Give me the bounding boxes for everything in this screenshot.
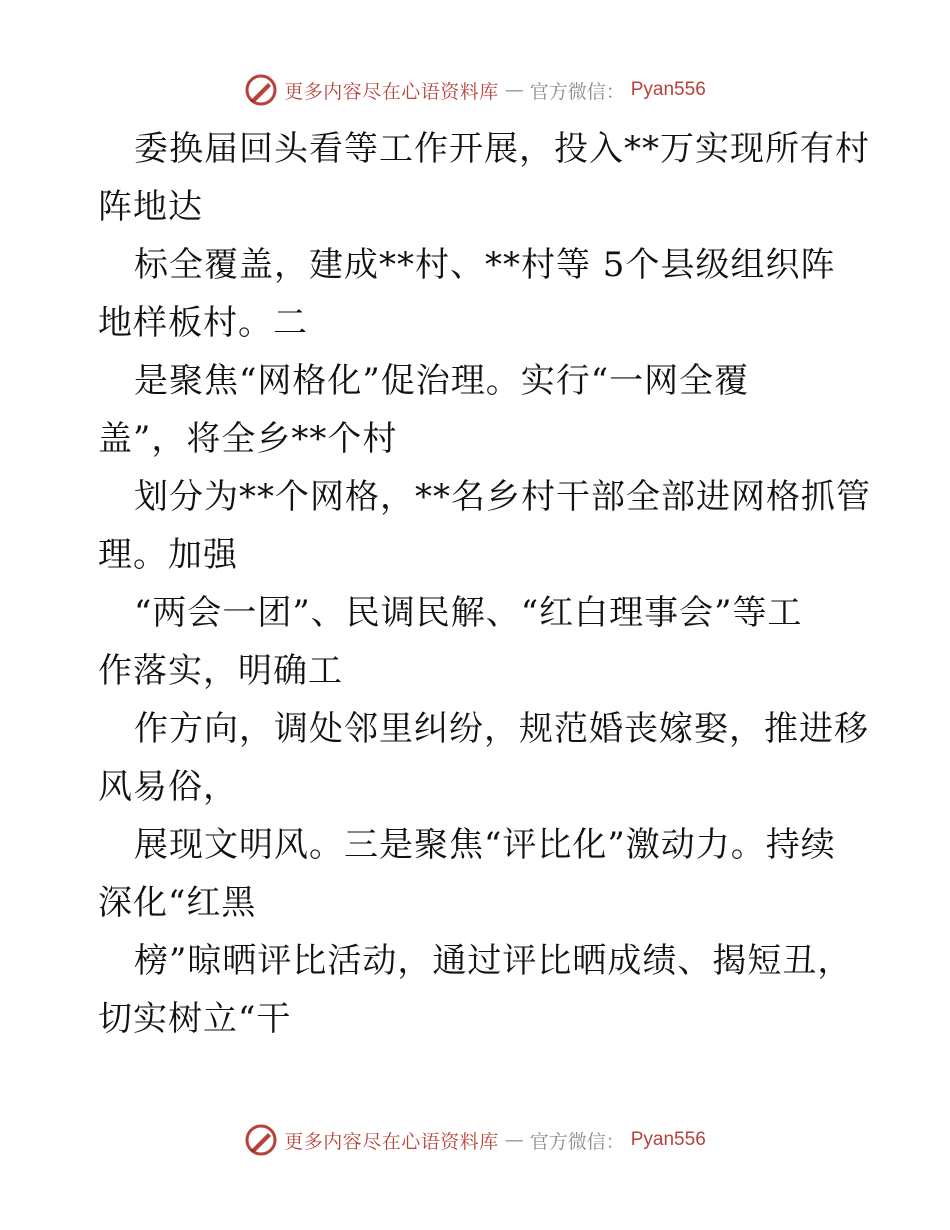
header-watermark xyxy=(0,70,950,110)
watermark-dash: — xyxy=(504,79,524,101)
watermark-id: Pyan556 xyxy=(630,1129,706,1150)
text-line: 深化“红黑 xyxy=(98,883,257,923)
text-line: 划分为**个网格，**名乡村干部全部进网格抓管 xyxy=(134,477,871,517)
text-line: 榜”晾晒评比活动，通过评比晒成绩、揭短丑， xyxy=(134,941,853,981)
watermark-sub: 官方微信： xyxy=(529,80,625,103)
footer-watermark xyxy=(0,1120,950,1160)
text-line: 是聚焦“网格化”促治理。实行“一网全覆 xyxy=(134,361,750,401)
watermark-id: Pyan556 xyxy=(630,79,706,100)
pen-logo-icon xyxy=(244,1123,278,1157)
text-line: “两会一团”、民调民解、“红白理事会”等工 xyxy=(134,593,803,633)
text-line: 盖”，将全乡**个村 xyxy=(98,419,398,459)
text-line: 作方向，调处邻里纠纷，规范婚丧嫁娶，推进移 xyxy=(134,709,869,749)
text-line: 地样板村。二 xyxy=(98,303,308,343)
watermark-brand: 更多内容尽在心语资料库 xyxy=(284,1130,499,1153)
text-line: 作落实，明确工 xyxy=(98,651,343,691)
text-line: 委换届回头看等工作开展，投入**万实现所有村 xyxy=(134,129,870,169)
watermark-dash: — xyxy=(504,1129,524,1151)
watermark-brand: 更多内容尽在心语资料库 xyxy=(284,80,499,103)
text-line: 切实树立“干 xyxy=(98,999,292,1039)
text-line: 标全覆盖，建成**村、**村等 5个县级组织阵 xyxy=(134,245,836,285)
pen-logo-icon xyxy=(244,73,278,107)
text-line: 风易俗， xyxy=(98,767,238,807)
watermark-sub: 官方微信： xyxy=(529,1130,625,1153)
text-line: 展现文明风。三是聚焦“评比化”激动力。持续 xyxy=(134,825,836,865)
text-line: 阵地达 xyxy=(98,187,203,227)
text-line: 理。加强 xyxy=(98,535,238,575)
